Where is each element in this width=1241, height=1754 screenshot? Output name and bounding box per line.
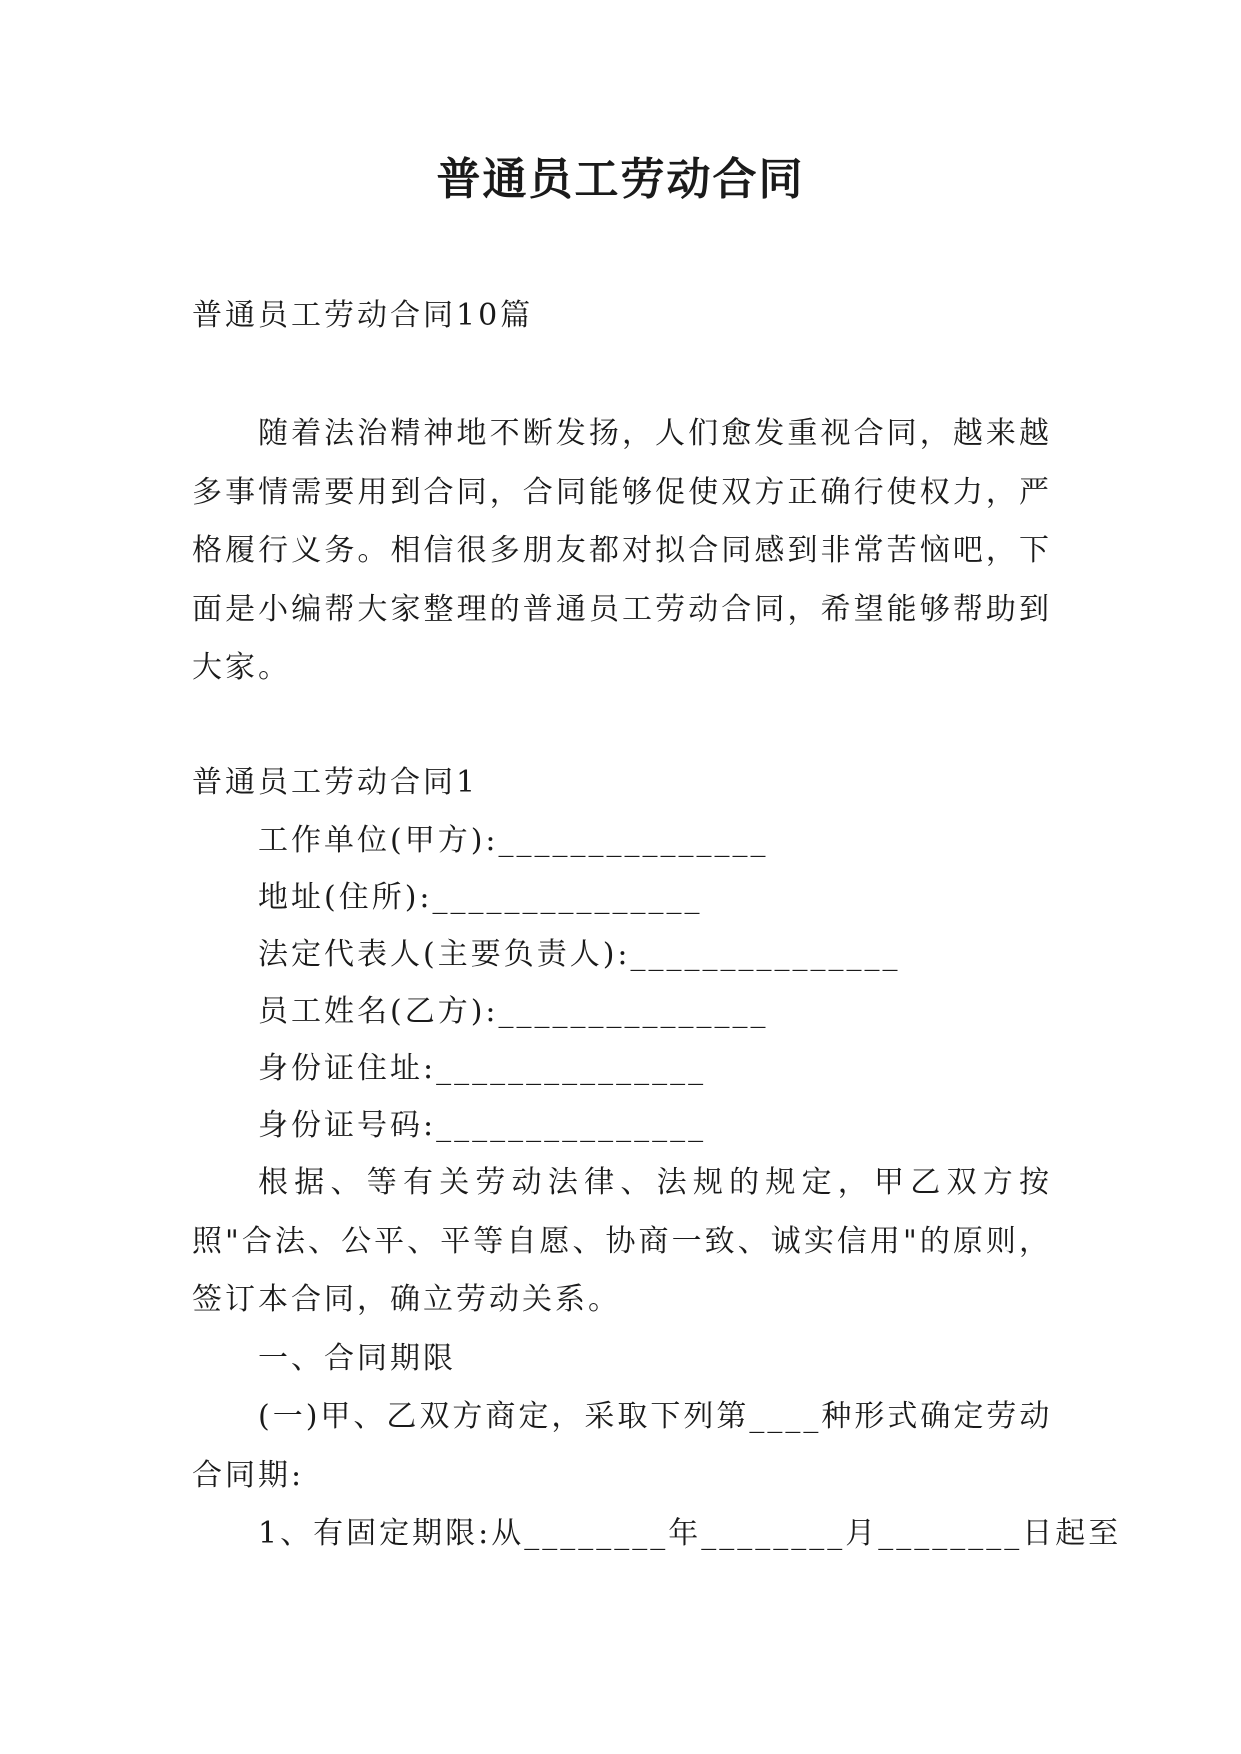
- address-field: 地址(住所):_______________: [258, 880, 703, 915]
- clause-line-continued: 合同期:: [192, 1457, 305, 1493]
- clause-line: (一)甲、乙双方商定，采取下列第____种形式确定劳动: [258, 1399, 1053, 1434]
- contract-body: [192, 812, 1122, 1564]
- document-title: 普通员工劳动合同: [436, 154, 805, 205]
- legal-representative-field: 法定代表人(主要负责人):_______________: [258, 937, 901, 972]
- id-address-field: 身份证住址:_______________: [258, 1051, 707, 1086]
- article-heading: 一、合同期限: [258, 1340, 456, 1376]
- document-subtitle: 普通员工劳动合同10篇: [192, 298, 534, 333]
- basis-paragraph: 根据、等有关劳动法律、法规的规定，甲乙双方按照"合法、公平、平等自愿、协商一致、诚实信用"的原则，签订本合同，确立劳动关系。: [192, 1165, 1052, 1317]
- employee-name-field: 员工姓名(乙方):_______________: [258, 994, 769, 1029]
- clause-item: 1、有固定期限:从________年________月________日起至: [258, 1516, 1122, 1551]
- id-number-field: 身份证号码:_______________: [258, 1108, 707, 1143]
- section-heading: 普通员工劳动合同1: [192, 765, 479, 800]
- employer-field: 工作单位(甲方):_______________: [258, 823, 769, 858]
- intro-paragraph: 随着法治精神地不断发扬，人们愈发重视合同，越来越多事情需要用到合同，合同能够促使双方正确行使权力，严格履行义务。相信很多朋友都对拟合同感到非常苦恼吧，下面是小编帮大家整理的普通员工劳动合同，希望能够帮助到大家。: [192, 416, 1052, 685]
